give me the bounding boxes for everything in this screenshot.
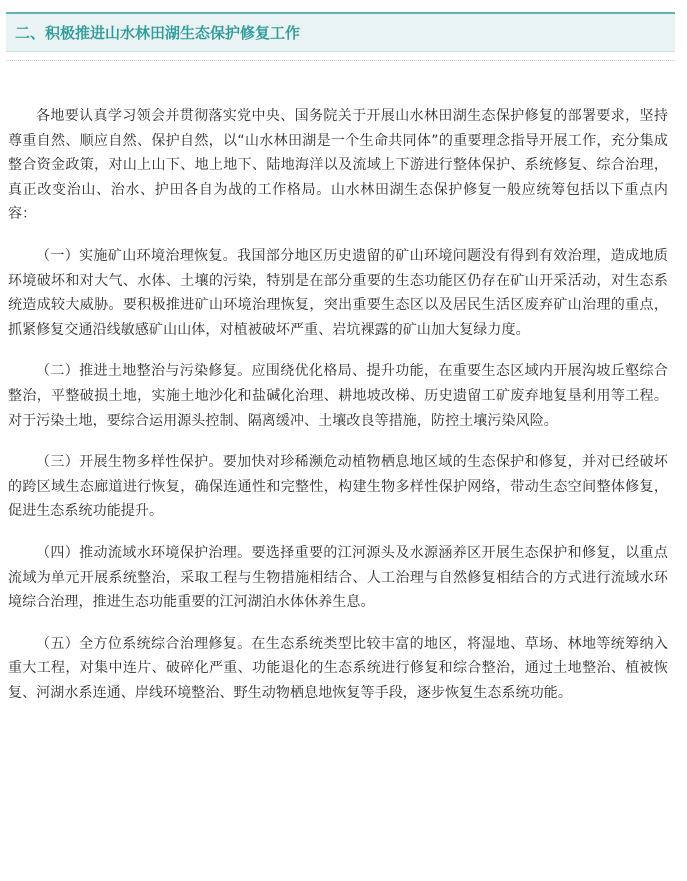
intro-paragraph: 各地要认真学习领会并贯彻落实党中央、国务院关于开展山水林田湖生态保护修复的部署要求，坚持尊重自然、顺应自然、保护自然，以“山水林田湖是一个生命共同体”的重要理念指导开展工作，充分集成整合资金政策，对山上山下、地上地下、陆地海洋以及流域上下游进行整体保护、系统修复、综合治理，真正改变治山、治水、护田各自为战的工作格局。山水林田湖生态保护修复一般应统筹包括以下重点内容： <box>8 108 668 223</box>
paragraph-biodiversity: （三）开展生物多样性保护。要加快对珍稀濒危动植物栖息地区域的生态保护和修复，并对已经破坏的跨区域生态廊道进行恢复，确保连通性和完整性，构建生物多样性保护网络，带动生态空间整体修复，促进生态系统功能提升。 <box>8 454 668 520</box>
paragraph-land-remediation: （二）推进土地整治与污染修复。应围绕优化格局、提升功能，在重要生态区域内开展沟坡丘壑综合整治，平整破损土地，实施土地沙化和盐碱化治理、耕地坡改梯、历史遗留工矿废弃地复垦利用等工程。对于污染土地，要综合运用源头控制、隔离缓冲、土壤改良等措施，防控土壤污染风险。 <box>8 363 668 429</box>
paragraph-watershed: （四）推动流域水环境保护治理。要选择重要的江河源头及水源涵养区开展生态保护和修复，以重点流域为单元开展系统整治，采取工程与生物措施相结合、人工治理与自然修复相结合的方式进行流域水环境综合治理，推进生态功能重要的江河湖泊水体休养生息。 <box>8 544 668 611</box>
paragraph-comprehensive: （五）全方位系统综合治理修复。在生态系统类型比较丰富的地区，将湿地、草场、林地等统筹纳入重大工程，对集中连片、破碎化严重、功能退化的生态系统进行修复和综合整治，通过土地整治、植被恢复、河湖水系连通、岸线环境整治、野生动物栖息地恢复等手段，逐步恢复生态系统功能。 <box>8 635 668 701</box>
header-divider <box>6 60 675 61</box>
paragraph-mine-restoration: （一）实施矿山环境治理恢复。我国部分地区历史遗留的矿山环境问题没有得到有效治理，造成地质环境破坏和对大气、水体、土壤的污染，特别是在部分重要的生态功能区仍存在矿山开采活动，对生态系统造成较大威胁。要积极推进矿山环境治理恢复，突出重要生态区以及居民生活区废弃矿山治理的重点，抓紧修复交通沿线敏感矿山山体，对植被破坏严重、岩坑裸露的矿山加大复绿力度。 <box>8 247 668 338</box>
section-title: 二、积极推进山水林田湖生态保护修复工作 <box>15 24 301 42</box>
article-body <box>8 104 668 705</box>
section-header <box>6 12 675 52</box>
